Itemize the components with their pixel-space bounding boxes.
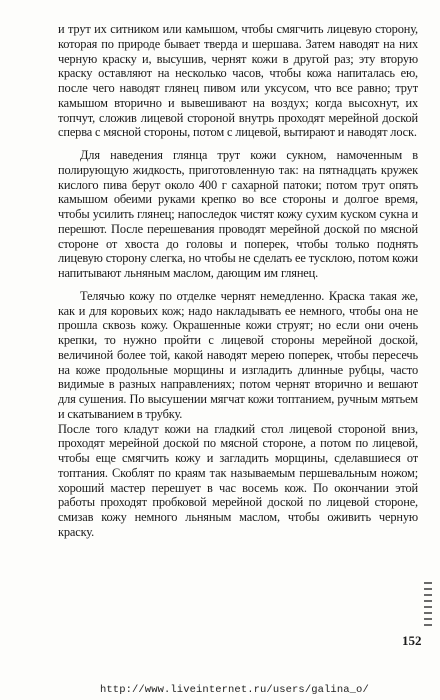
page-edge-marks	[424, 582, 432, 628]
body-text	[58, 22, 418, 540]
paragraph-1: и трут их ситником или камышом, чтобы смягчить лицевую сторону, которая по природе бывает тверда и шершава. Затем наводят на них черную краску и, высушив, чернят кожи в другой раз; эту вторую краску оставляют на несколько часов, чтобы кожа напиталась ею, после чего наводят глянец пивом или уксусом, что все равно; трут камышом вторично и вывешивают на воздух; когда высохнут, их топчут, сложив лицевой стороной внутрь проходят мерейной доской сперва с мясной стороны, потом с лицевой, вытирают и наводят лоск.	[58, 22, 418, 140]
source-url-watermark[interactable]: http://www.liveinternet.ru/users/galina_o/	[100, 684, 369, 696]
paragraph-2: Для наведения глянца трут кожи сукном, намоченным в полирующую жидкость, приготовленную так: на пятнадцать кружек кислого пива берут около 400 г сахарной патоки; потом трут опять камышом обеими руками крепко во все стороны и долгое время, чтобы усилить глянец; напоследок чистят кожу сухим куском сукна и перешют. После перешевания проводят мерейной доской по мясной стороне от хвоста до головы и поперек, чтобы только поднять лицевую сторону слегка, но чтобы не сделать ее тусклою, потом кожи напитывают льняным маслом, дающим им глянец.	[58, 148, 418, 280]
paragraph-3: Телячью кожу по отделке чернят немедленно. Краска такая же, как и для коровьих кож; надо накладывать ее немного, чтобы она не прошла сквозь кожу. Окрашенные кожи струят; но если они очень крепки, то нужно пройти с лицевой стороны мерейной доской, величиной более той, какой наводят мерею поперек, чтобы пересечь на коже продольные морщины и изгладить длинные рубцы, часто видимые в разных направлениях; потом чернят вторично и вешают для сушения. По высушении мягчат кожи топтанием, ручным мятьем и скатыванием в трубку.	[58, 288, 418, 421]
paragraph-4: После того кладут кожи на гладкий стол лицевой стороной вниз, проходят мерейной доской по мясной стороне, а потом по лицевой, чтобы еще смягчить кожу и загладить морщины, сделавшиеся от топтания. Скоблят по краям так называемым першевальным ножом; хороший мастер перешует в час восемь кож. По окончании этой работы проходят пробковой мерейной доской по лицевой стороне, смизав кожу немного льняным маслом, чтобы оживить черную краску.	[58, 421, 418, 539]
page-number: 152	[402, 633, 422, 648]
